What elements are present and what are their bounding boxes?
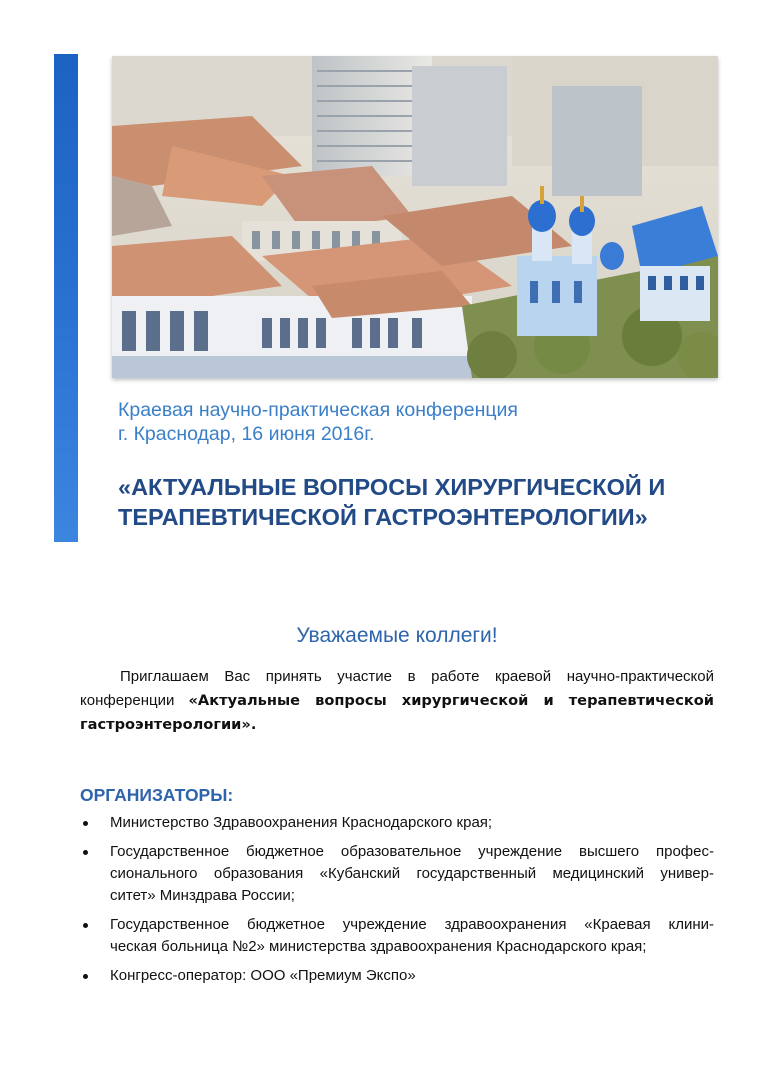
intro-line [80,689,714,713]
conference-title [118,472,728,532]
intro-paragraph [80,665,714,737]
intro-line: Приглашаем Вас принять участие в работе краевой научно-практической [120,668,714,685]
organizer-line: Министерство Здравоохранения Краснодарского края; [110,814,493,831]
organizer-item [80,914,714,958]
accent-bar [54,54,78,542]
organizer-line: ческая больница №2» министерства здравоохранения Краснодарского края; [110,938,647,955]
organizer-line: Государственное бюджетное образовательное учреждение высшего профес- [110,843,714,860]
organizer-item [80,965,714,987]
organizer-item [80,841,714,907]
intro-text: конференции [80,692,189,709]
title-line: ТЕРАПЕВТИЧЕСКОЙ ГАСТРОЭНТЕРОЛОГИИ» [118,504,648,530]
bullet-icon [83,974,88,979]
title-line: «АКТУАЛЬНЫЕ ВОПРОСЫ ХИРУРГИЧЕСКОЙ И [118,474,666,500]
organizer-line: Государственное бюджетное учреждение здравоохранения «Краевая клини- [110,916,714,933]
organizers-heading: ОРГАНИЗАТОРЫ: [80,785,234,805]
hero-image [112,56,718,378]
organizers-list [80,812,714,994]
cityscape-illustration [112,56,718,378]
organizer-line: ситет» Минздрава России; [110,887,295,904]
organizer-line: Конгресс-оператор: ООО «Премиум Экспо» [110,967,416,984]
greeting-heading: Уважаемые коллеги! [296,624,498,647]
organizer-line: сионального образования «Кубанский государственный медицинский универ- [110,865,714,882]
bullet-icon [83,923,88,928]
intro-line [80,713,714,737]
intro-bold-title: гастроэнтерологии». [80,716,257,733]
bullet-icon [83,850,88,855]
bullet-icon [83,821,88,826]
subtitle-line: г. Краснодар, 16 июня 2016г. [118,423,375,445]
conference-subtitle [118,398,718,446]
subtitle-line: Краевая научно-практическая конференция [118,399,518,421]
organizer-item [80,812,714,834]
intro-bold-title: «Актуальные вопросы хирургической и терапевтической [188,692,714,709]
